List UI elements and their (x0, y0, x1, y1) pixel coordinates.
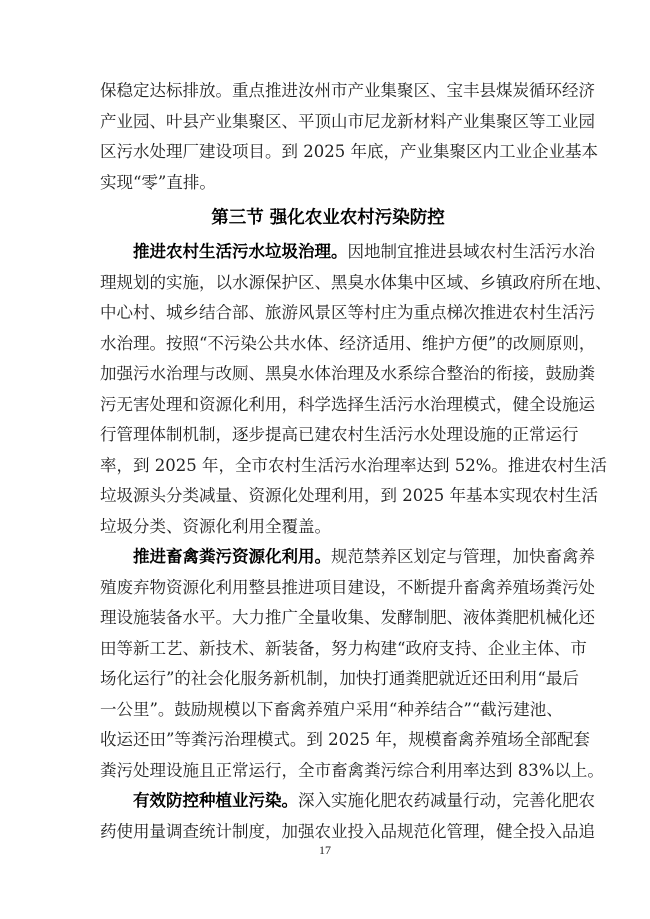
body-line: 垃圾源头分类减量、资源化处理利用，到 2025 年基本实现农村生活 (100, 486, 598, 505)
paragraph-text: 因地制宜推进县域农村生活污水治 (347, 242, 595, 261)
body-line: 场化运行”的社会化服务新机制，加快打通粪肥就近还田利用“最后 (100, 669, 579, 688)
body-line: 药使用量调查统计制度，加强农业投入品规范化管理，健全投入品追 (100, 821, 595, 841)
paragraph-lead: 推进畜禽粪污资源化利用。 (133, 547, 331, 566)
section-heading: 第三节 强化农业农村污染防控 (211, 208, 445, 228)
paragraph-text: 深入实施化肥农药减量行动，完善化肥农 (298, 791, 595, 810)
body-line: 水治理。按照“不污染公共水体、经济适用、维护方便”的改厕原则， (100, 333, 596, 353)
body-line: 田等新工艺、新技术、新装备，努力构建“政府支持、企业主体、市 (100, 638, 587, 658)
body-line: 率，到 2025 年，全市农村生活污水治理率达到 52%。推进农村生活 (100, 455, 607, 475)
body-line: 保稳定达标排放。重点推进汝州市产业集聚区、宝丰县煤炭循环经济 (100, 81, 595, 100)
body-line: 区污水处理厂建设项目。到 2025 年底，产业集聚区内工业企业基本 (100, 142, 598, 161)
paragraph-lead: 推进农村生活污水垃圾治理。 (133, 242, 348, 261)
body-line: 垃圾分类、资源化利用全覆盖。 (100, 516, 331, 536)
body-line: 行管理体制机制，逐步提高已建农村生活污水处理设施的正常运行 (100, 425, 579, 444)
body-line: 实现“零”直排。 (100, 172, 216, 192)
body-line: 一公里”。鼓励规模以下畜禽养殖户采用“种养结合”“截污建池、 (100, 699, 563, 719)
body-line: 粪污处理设施且正常运行，全市畜禽粪污综合利用率达到 83%以上。 (100, 760, 604, 780)
paragraph-first-line (100, 542, 595, 573)
body-line: 理规划的实施，以水源保护区、黑臭水体集中区域、乡镇政府所在地、 (100, 272, 612, 292)
page-number: 17 (319, 843, 331, 857)
body-line: 殖废弃物资源化利用整县推进项目建设，不断提升畜禽养殖场粪污处 (100, 577, 595, 597)
body-line: 加强污水治理与改厕、黑臭水体治理及水系综合整治的衔接，鼓励粪 (100, 364, 595, 383)
body-line: 中心村、城乡结合部、旅游风景区等村庄为重点梯次推进农村生活污 (100, 303, 595, 322)
paragraph-first-line (100, 786, 595, 817)
body-line: 理设施装备水平。大力推广全量收集、发酵制肥、液体粪肥机械化还 (100, 608, 595, 627)
paragraph-lead: 有效防控种植业污染。 (133, 791, 298, 810)
document-page (100, 76, 612, 847)
paragraph-text: 规范禁养区划定与管理，加快畜禽养 (331, 547, 595, 566)
body-line: 污无害处理和资源化利用，科学选择生活污水治理模式，健全设施运 (100, 394, 595, 414)
body-line: 收运还田”等粪污治理模式。到 2025 年，规模畜禽养殖场全部配套 (100, 730, 590, 749)
paragraph-first-line (100, 237, 595, 268)
body-line: 产业园、叶县产业集聚区、平顶山市尼龙新材料产业集聚区等工业园 (100, 111, 595, 131)
